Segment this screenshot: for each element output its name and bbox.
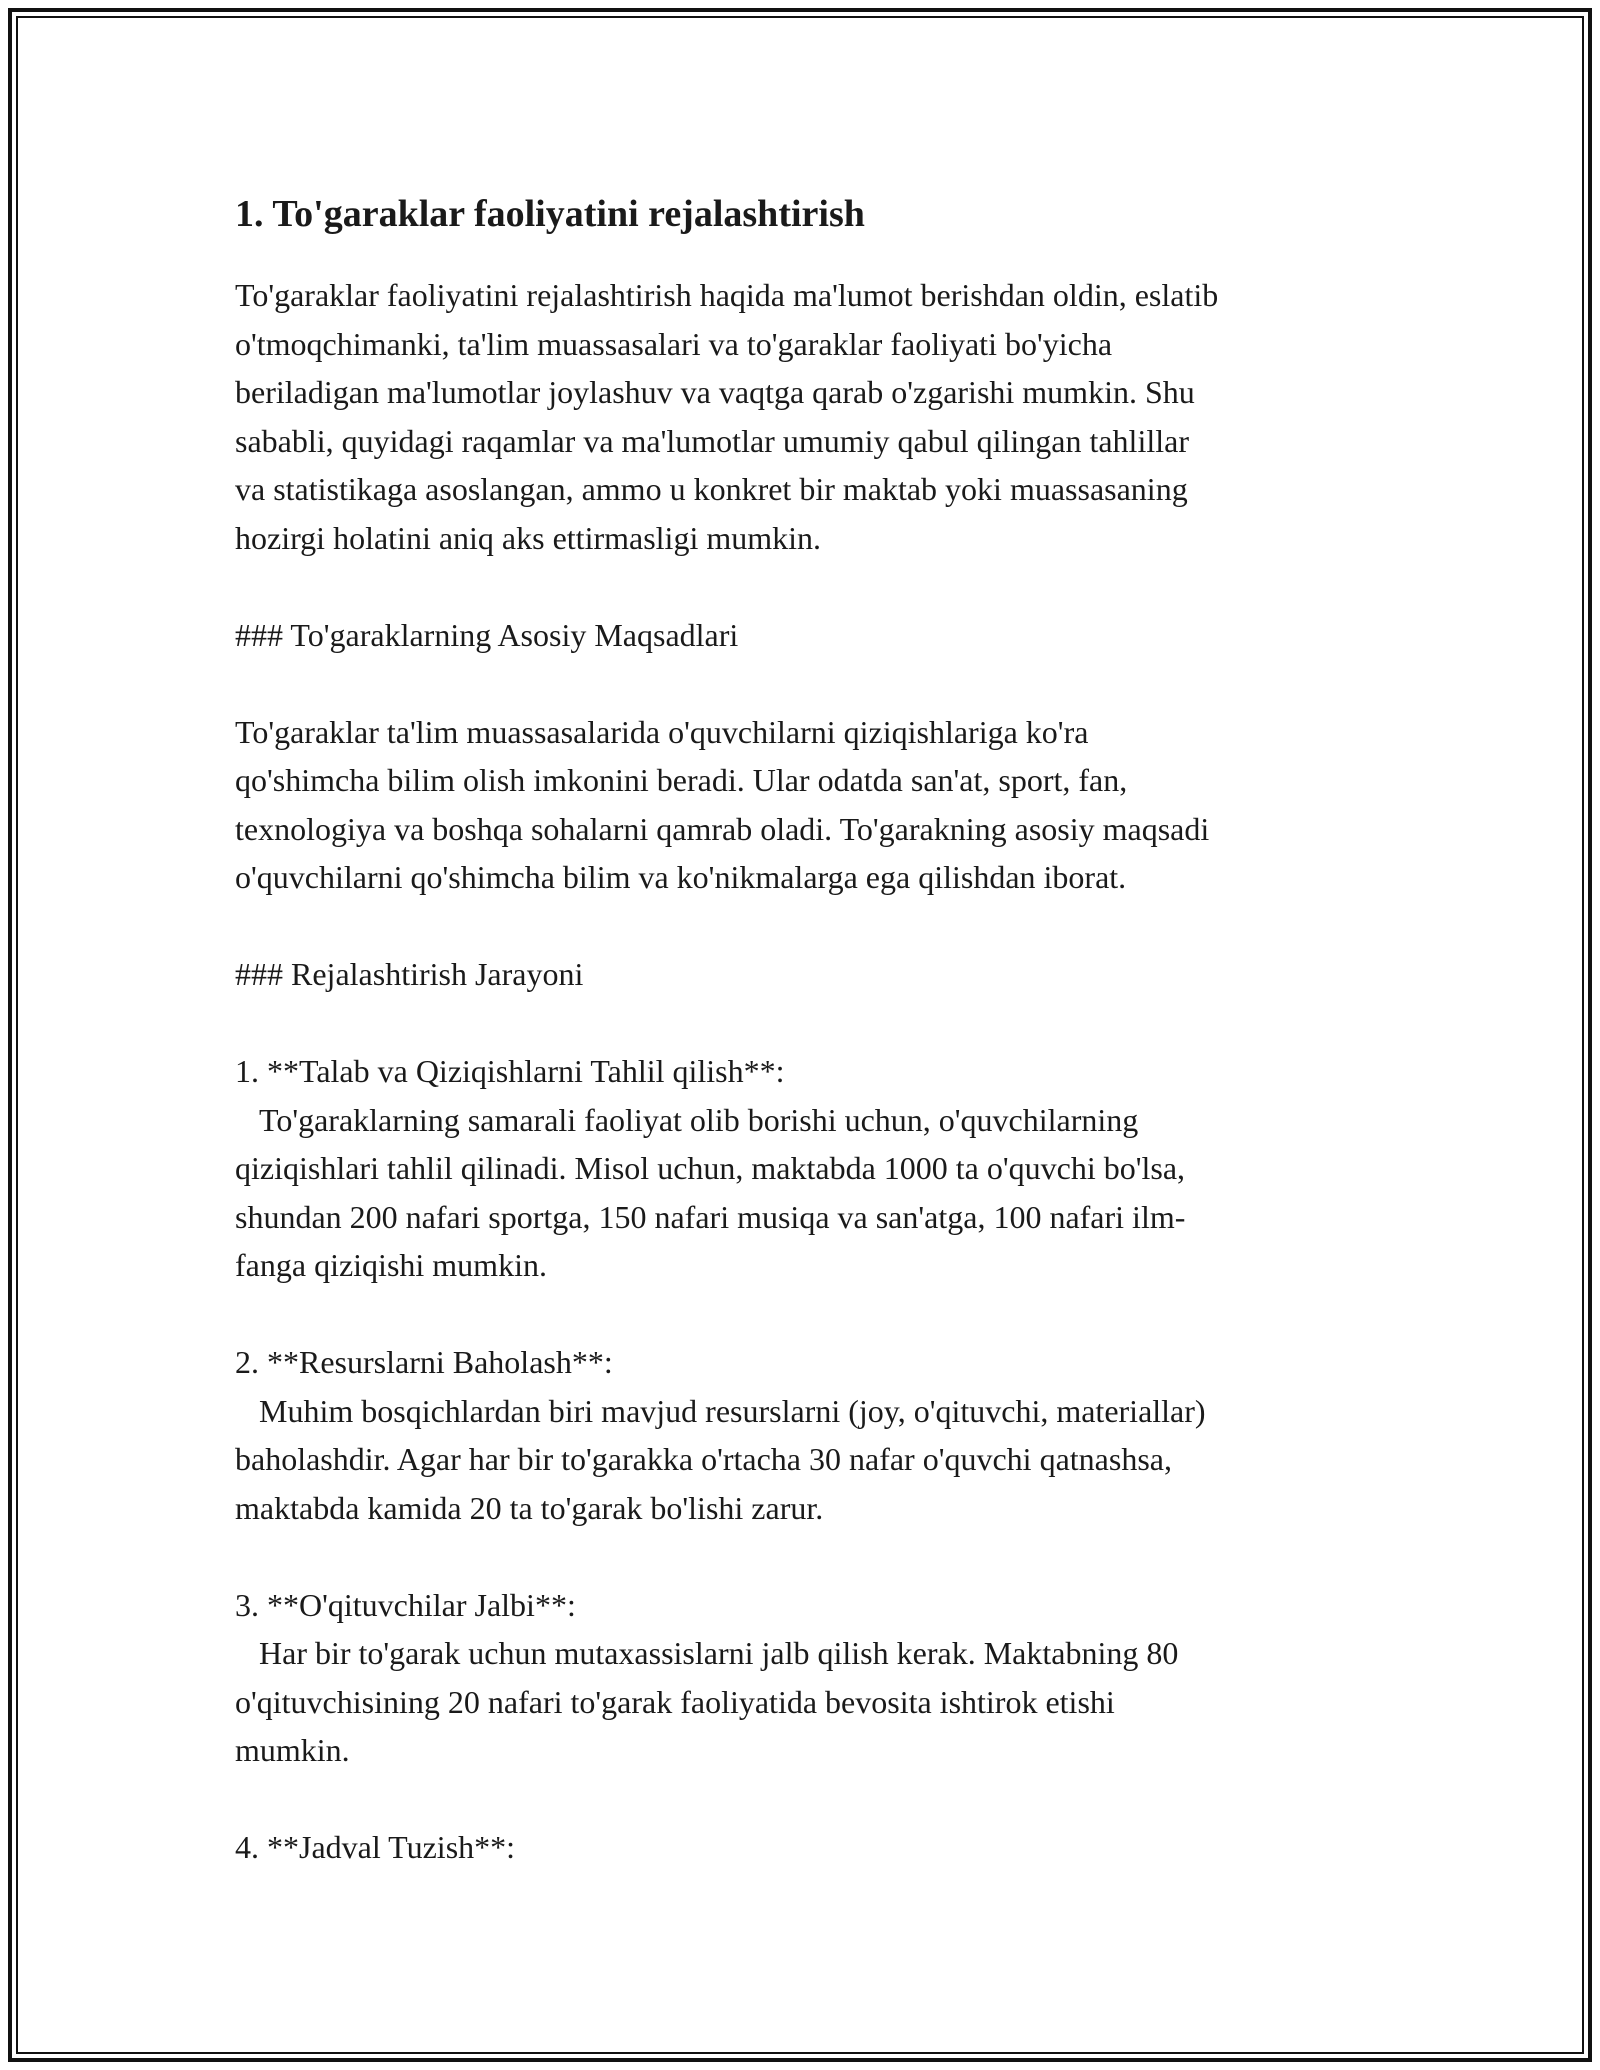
page-title: 1. To'garaklar faoliyatini rejalashtirish xyxy=(235,193,865,235)
step-item xyxy=(235,1581,1375,1775)
section-heading-process: ### Rejalashtirish Jarayoni xyxy=(235,956,584,992)
goals-paragraph: To'garaklar ta'lim muassasalarida o'quvchilarni qiziqishlariga ko'ra qo'shimcha bilim olish imkonini beradi. Ular odatda san'at, sport, fan, texnologiya va boshqa sohalarni qamrab oladi. To'garakning asosiy maqsadi o'quvchilarni qo'shimcha bilim va ko'nikmalarga ega qilishdan iborat. xyxy=(235,713,1210,895)
step-item xyxy=(235,1338,1375,1532)
step-title: 2. **Resurslarni Baholash**: xyxy=(235,1344,613,1380)
section-heading-goals: ### To'garaklarning Asosiy Maqsadlari xyxy=(235,616,739,653)
step-title: 3. **O'qituvchilar Jalbi**: xyxy=(235,1586,576,1623)
step-text: Muhim bosqichlardan biri mavjud resurslarni (joy, o'qituvchi, materiallar) baholashdir. Agar har bir to'garakka o'rtacha 30 nafar o'quvchi qatnashsa, maktabda kamida 20 ta to'garak bo'lishi zarur. xyxy=(235,1392,1206,1526)
step-text: Har bir to'garak uchun mutaxassislarni jalb qilish kerak. Maktabning 80 o'qituvchisining 20 nafari to'garak faoliyatida bevosita ishtirok etishi mumkin. xyxy=(235,1635,1179,1768)
step-title: 4. **Jadval Tuzish**: xyxy=(235,1829,516,1865)
step-item xyxy=(235,1047,1375,1290)
step-item xyxy=(235,1823,1375,1872)
document-body xyxy=(235,185,1375,1872)
intro-paragraph: To'garaklar faoliyatini rejalashtirish haqida ma'lumot berishdan oldin, eslatib o'tmoqchimanki, ta'lim muassasalari va to'garaklar faoliyati bo'yicha beriladigan ma'lumotlar joylashuv va vaqtga qarab o'zgarishi mumkin. Shu sababli, quyidagi raqamlar va ma'lumotlar umumiy qabul qilingan tahlillar va statistikaga asoslangan, ammo u konkret bir maktab yoki muassasaning hozirgi holatini aniq aks ettirmasligi mumkin. xyxy=(235,277,1219,556)
step-title: 1. **Talab va Qiziqishlarni Tahlil qilish**: xyxy=(235,1053,785,1089)
step-text: To'garaklarning samarali faoliyat olib borishi uchun, o'quvchilarning qiziqishlari tahlil qilinadi. Misol uchun, maktabda 1000 ta o'quvchi bo'lsa, shundan 200 nafari sportga, 150 nafari musiqa va san'atga, 100 nafari ilm- fanga qiziqishi mumkin. xyxy=(235,1101,1186,1283)
